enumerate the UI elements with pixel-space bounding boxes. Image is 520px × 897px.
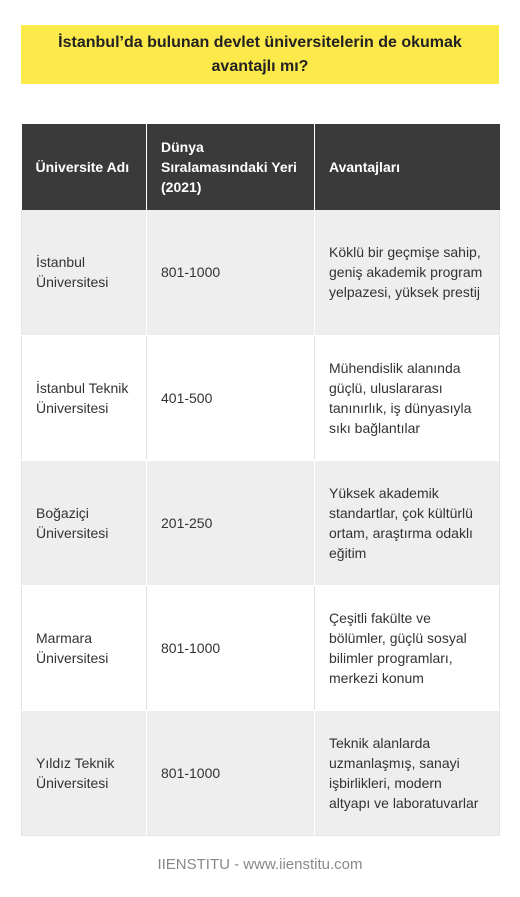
footer-credit: IIENSTITU - www.iienstitu.com: [157, 856, 363, 873]
cell-world-rank: 201-250: [147, 460, 315, 585]
cell-world-rank: 801-1000: [147, 710, 315, 835]
cell-world-rank: 801-1000: [147, 210, 315, 335]
header-world-rank: Dünya Sıralamasındaki Yeri (2021): [147, 124, 315, 210]
cell-advantages: Mühendislik alanında güçlü, uluslararası tanınırlık, iş dünyasıyla sıkı bağlantılar: [315, 335, 500, 460]
cell-advantages: Köklü bir geçmişe sahip, geniş akademik program yelpazesi, yüksek prestij: [315, 210, 500, 335]
cell-advantages: Teknik alanlarda uzmanlaşmış, sanayi işbirlikleri, modern altyapı ve laboratuvarlar: [315, 710, 500, 835]
cell-university-name: Yıldız Teknik Üniversitesi: [22, 710, 147, 835]
cell-world-rank: 401-500: [147, 335, 315, 460]
header-university-name: Üniversite Adı: [22, 124, 147, 210]
page-title: İstanbul’da bulunan devlet üniversitelerin de okumak avantajlı mı?: [58, 33, 462, 75]
table-row: [22, 710, 500, 835]
table-row: [22, 460, 500, 585]
cell-university-name: İstanbul Üniversitesi: [22, 210, 147, 335]
table-header-row: [22, 124, 500, 210]
cell-university-name: İstanbul Teknik Üniversitesi: [22, 335, 147, 460]
cell-world-rank: 801-1000: [147, 585, 315, 710]
table-row: [22, 210, 500, 335]
cell-advantages: Çeşitli fakülte ve bölümler, güçlü sosyal bilimler programları, merkezi konum: [315, 585, 500, 710]
universities-table: [21, 124, 500, 836]
cell-advantages: Yüksek akademik standartlar, çok kültürlü ortam, araştırma odaklı eğitim: [315, 460, 500, 585]
title-banner: [21, 25, 499, 84]
header-advantages: Avantajları: [315, 124, 500, 210]
table-row: [22, 585, 500, 710]
cell-university-name: Marmara Üniversitesi: [22, 585, 147, 710]
table-row: [22, 335, 500, 460]
cell-university-name: Boğaziçi Üniversitesi: [22, 460, 147, 585]
